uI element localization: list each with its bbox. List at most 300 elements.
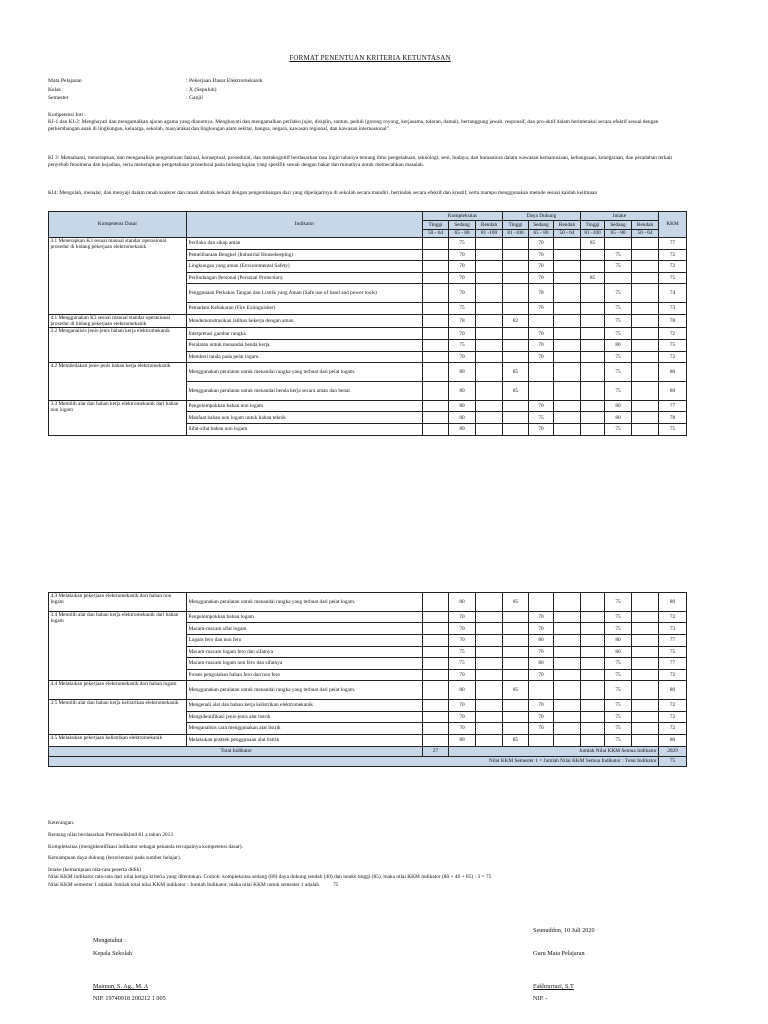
header-kompetensi-dasar: Kompetensi Dasar: [49, 212, 187, 238]
score-cell: 75: [605, 303, 632, 315]
table-row: [49, 400, 687, 412]
score-cell: [632, 723, 659, 735]
table-row: [49, 363, 687, 382]
score-cell: [554, 272, 581, 284]
indikator-cell: Memberi tanda pada pelat logam.: [187, 351, 423, 363]
score-cell: 70: [449, 711, 476, 723]
kd-cell: 3.4 Memilih alat dan bahan kerja elektromekanik dari bahan logam: [49, 611, 187, 681]
score-cell: 80: [449, 681, 476, 700]
kkm-value-cell: 74: [659, 284, 687, 303]
score-cell: [423, 623, 449, 635]
kkm-value-cell: 72: [659, 723, 687, 735]
score-cell: [554, 623, 581, 635]
kkm-value-cell: 72: [659, 611, 687, 623]
score-cell: [503, 412, 529, 424]
kkm-value-cell: 75: [659, 423, 687, 435]
score-cell: 80: [449, 593, 476, 612]
score-cell: [476, 723, 503, 735]
total-indicator-count: 27: [423, 746, 449, 756]
score-cell: 70: [529, 623, 554, 635]
score-cell: [632, 593, 659, 612]
score-cell: [423, 412, 449, 424]
score-cell: [581, 711, 605, 723]
score-cell: [554, 340, 581, 352]
score-cell: 70: [529, 249, 554, 261]
score-cell: 80: [449, 363, 476, 382]
score-cell: 70: [529, 238, 554, 250]
kkm-value-cell: 72: [659, 700, 687, 712]
header-range: 65 - 80: [449, 230, 476, 238]
signature-right-title: Guru Mata Pelajaran: [533, 950, 585, 957]
score-cell: [632, 261, 659, 273]
score-cell: [476, 646, 503, 658]
kkm-value-cell: 72: [659, 711, 687, 723]
score-cell: [554, 238, 581, 250]
header-range: 81 -100: [503, 230, 529, 238]
score-cell: 70: [449, 249, 476, 261]
score-cell: [423, 423, 449, 435]
score-cell: 75: [605, 382, 632, 401]
score-cell: 80: [529, 634, 554, 646]
score-cell: [476, 634, 503, 646]
score-cell: [503, 611, 529, 623]
signature-right-name: Fakhrurrazi, S.T: [533, 983, 574, 990]
score-cell: [423, 340, 449, 352]
score-cell: 75: [605, 700, 632, 712]
score-cell: [554, 351, 581, 363]
indikator-cell: Menggunakan peralatan untuk menandai benda kerja secara aman dan benar.: [187, 382, 423, 401]
score-cell: [423, 711, 449, 723]
header-range: 81 -100: [476, 230, 503, 238]
score-cell: [503, 272, 529, 284]
header-kkm: KKM: [659, 212, 687, 238]
indikator-cell: Mendemonstrasikan latihan bekerja dengan aman.: [187, 314, 423, 328]
score-cell: [529, 314, 554, 328]
score-cell: [554, 363, 581, 382]
score-cell: 78: [529, 284, 554, 303]
kkm-value-cell: 72: [659, 261, 687, 273]
score-cell: [581, 723, 605, 735]
score-cell: [581, 700, 605, 712]
score-cell: [581, 646, 605, 658]
score-cell: [632, 658, 659, 670]
notes-heading: Keterangan:: [48, 820, 75, 826]
score-cell: [503, 238, 529, 250]
note-2: Kompleksitas (mengidentifikasi indikator sebagai penanda tercapainya kompetensi dasar).: [48, 843, 243, 850]
score-cell: 80: [605, 412, 632, 424]
indikator-cell: Menggunakan peralatan untuk menandai rangka yang terbuat dari pelat logam.: [187, 593, 423, 612]
score-cell: [476, 314, 503, 328]
score-cell: [476, 700, 503, 712]
score-cell: [476, 711, 503, 723]
header-tinggi: Tinggi: [581, 221, 605, 230]
score-cell: 75: [605, 723, 632, 735]
score-cell: 70: [449, 272, 476, 284]
kkm-table-part-1: [48, 211, 687, 436]
score-cell: 75: [605, 363, 632, 382]
score-cell: [423, 249, 449, 261]
kkm-value-cell: 73: [659, 303, 687, 315]
signature-right-nip: NIP. -: [533, 995, 548, 1002]
meta-label: Mata Pelajaran: [48, 78, 82, 84]
score-cell: [503, 284, 529, 303]
table-row: [49, 328, 687, 340]
note-6: [48, 882, 688, 889]
score-cell: 75: [605, 328, 632, 340]
score-cell: 70: [449, 634, 476, 646]
subject-info: [48, 78, 708, 104]
total-row: [49, 746, 687, 756]
header-daya-dukung: Daya Dukung: [503, 212, 581, 221]
meta-subject: [48, 78, 708, 87]
score-cell: [423, 611, 449, 623]
score-cell: 78: [449, 314, 476, 328]
header-range: 65 - 80: [529, 230, 554, 238]
score-cell: 75: [605, 314, 632, 328]
meta-value: : X (Sepuluh): [186, 86, 217, 93]
score-cell: [476, 261, 503, 273]
score-cell: [423, 261, 449, 273]
score-cell: [476, 593, 503, 612]
kkm-value-cell: 80: [659, 734, 687, 746]
indikator-cell: Pemeliharaan Bengkel (Industrial Housekeeping): [187, 249, 423, 261]
indikator-cell: Perilaku dan sikap aman: [187, 238, 423, 250]
score-cell: [554, 658, 581, 670]
score-cell: 70: [529, 723, 554, 735]
note-6-value: 75: [333, 881, 339, 888]
score-cell: [554, 646, 581, 658]
kd-cell: 4.3 Melakukan pekerjaan elektromekanik dari bahan non logam: [49, 593, 187, 612]
document-title: FORMAT PENENTUAN KRITERIA KETUNTASAN: [289, 54, 451, 62]
kkm-value-cell: 77: [659, 238, 687, 250]
kkm-value-cell: 80: [659, 382, 687, 401]
score-cell: 70: [449, 700, 476, 712]
kd-cell: 4.2 Membedakan jenis-jenis bahan kerja elektromekanik: [49, 363, 187, 401]
note-5: Nilai KKM indikator rata-rata dari nilai ketiga kriteria yang ditentukan. Contoh: kompleksitas sedang (80) daya dukung rendah (40) dan intake tinggi (85), maka nilai KKM indikator (80 + 40 + 85) : 3 = 75: [48, 873, 492, 880]
score-cell: 70: [449, 623, 476, 635]
kkm-value-cell: 80: [659, 363, 687, 382]
score-cell: 80: [529, 658, 554, 670]
score-cell: 85: [503, 382, 529, 401]
score-cell: [423, 658, 449, 670]
indikator-cell: Pemadam Kebakaran (Fire Extinguisher): [187, 303, 423, 315]
score-cell: 70: [449, 723, 476, 735]
score-cell: [632, 351, 659, 363]
score-cell: [554, 261, 581, 273]
score-cell: 75: [605, 669, 632, 681]
header-range: 50 - 64: [632, 230, 659, 238]
indikator-cell: Macam-macam sifat logam: [187, 623, 423, 635]
score-cell: [632, 284, 659, 303]
indikator-cell: Menggunakan peralatan untuk menandai rangka yang terbuat dari pelat logam.: [187, 681, 423, 700]
score-cell: [554, 593, 581, 612]
kd-cell: 4.4 Melakukan pekerjaan elektromekanik dari bahan logam: [49, 681, 187, 700]
score-cell: [554, 734, 581, 746]
header-range: 65 - 80: [605, 230, 632, 238]
table-row: [49, 681, 687, 700]
score-cell: [581, 423, 605, 435]
score-cell: 70: [449, 611, 476, 623]
kd-cell: 3.1 Menerapkan K3 sesuai manual standar operasional prosedur di bidang pekerjaan elektromekanik: [49, 238, 187, 315]
note-4: Intake (kemampuan rata-rata peserta didik): [48, 867, 142, 873]
score-cell: [503, 669, 529, 681]
score-cell: 70: [529, 351, 554, 363]
score-cell: 70: [529, 303, 554, 315]
score-cell: [423, 314, 449, 328]
score-cell: 85: [581, 238, 605, 250]
score-cell: [605, 238, 632, 250]
score-cell: [423, 400, 449, 412]
score-cell: 80: [605, 646, 632, 658]
score-cell: [529, 681, 554, 700]
score-cell: [503, 340, 529, 352]
semester-row: [49, 756, 687, 766]
kd-cell: 4.1 Menggunakan K3 sesuai manual standar operasional prosedur di bidang pekerjaan elektromekanik: [49, 314, 187, 328]
score-cell: 70: [529, 423, 554, 435]
score-cell: 85: [503, 681, 529, 700]
indikator-cell: Perlindungan Personal (Personal Protection): [187, 272, 423, 284]
indikator-cell: Mengenali alat dan bahan kerja kelistrikan elektromekanik: [187, 700, 423, 712]
score-cell: [581, 400, 605, 412]
score-cell: [632, 423, 659, 435]
score-cell: 70: [449, 328, 476, 340]
header-rendah: Rendah: [476, 221, 503, 230]
kd-cell: 3.2 Menganalisis jenis-jenis bahan kerja elektromekanik: [49, 328, 187, 363]
score-cell: [632, 681, 659, 700]
score-cell: [423, 723, 449, 735]
score-cell: [554, 723, 581, 735]
score-cell: [503, 261, 529, 273]
score-cell: [503, 623, 529, 635]
score-cell: [632, 249, 659, 261]
kkm-value-cell: 77: [659, 658, 687, 670]
score-cell: [423, 593, 449, 612]
score-cell: [503, 303, 529, 315]
score-cell: 70: [529, 700, 554, 712]
indikator-cell: Menggunakan peralatan untuk menandai rangka yang terbuat dari pelat logam.: [187, 363, 423, 382]
score-cell: [581, 734, 605, 746]
table-row: [49, 611, 687, 623]
kkm-value-cell: 80: [659, 593, 687, 612]
header-range: 50 - 64: [554, 230, 581, 238]
score-cell: 85: [503, 734, 529, 746]
score-cell: [554, 314, 581, 328]
score-cell: [476, 734, 503, 746]
table-summary: [49, 746, 687, 766]
score-cell: [632, 412, 659, 424]
score-cell: [503, 249, 529, 261]
semester-kkm-label: Nilai KKM Semester 1 = Jumlah Nilai KKM Semua Indikator : Total Indikator: [49, 756, 659, 766]
kd-cell: 3.5 Memilih alat dan bahan kerja kelistrikan elektromekanik: [49, 700, 187, 735]
score-cell: 75: [605, 284, 632, 303]
score-cell: [605, 272, 632, 284]
score-cell: [632, 623, 659, 635]
score-cell: [503, 400, 529, 412]
kkm-value-cell: 75: [659, 646, 687, 658]
score-cell: 75: [449, 646, 476, 658]
score-cell: 75: [605, 681, 632, 700]
indikator-cell: Penggunaan Perkakas Tangan dan Listrik yang Aman (Safe use of hand and power tools): [187, 284, 423, 303]
score-cell: [423, 351, 449, 363]
score-cell: [529, 593, 554, 612]
score-cell: [581, 412, 605, 424]
score-cell: [476, 249, 503, 261]
score-cell: [476, 303, 503, 315]
score-cell: [632, 646, 659, 658]
score-cell: 85: [581, 272, 605, 284]
score-cell: 70: [529, 261, 554, 273]
score-cell: [503, 711, 529, 723]
score-cell: [476, 238, 503, 250]
ki-1-2-text: KI-1 dan KI-2: Menghayati dan mengamalkan ajaran agama yang dianutnya. Menghayati dan mengamalkan perilaku jujur, disiplin, santun, peduli (gotong royong, kerjasama, toleran, damai), bertanggung jawab, responsif, dan pro-aktif dalam berinteraksi secara efektif sesuai dengan perkembangan anak di lingkungan, keluarga, sekolah, masyarakat dan lingkungan alam sekitar, bangsa, negara, kawasan regional, dan kawasan internasional".: [48, 118, 659, 132]
score-cell: [632, 669, 659, 681]
score-cell: 85: [503, 593, 529, 612]
score-cell: [554, 412, 581, 424]
score-cell: [632, 272, 659, 284]
score-cell: 70: [529, 272, 554, 284]
score-cell: [529, 734, 554, 746]
note-1: Rentang nilai berdasarkan Permendikbud 81 a tahun 2013: [48, 831, 174, 838]
score-cell: 70: [529, 711, 554, 723]
score-cell: [503, 351, 529, 363]
kkm-value-cell: 78: [659, 412, 687, 424]
signature-left-nip: NIP. 19740918 200212 1 005: [93, 995, 166, 1002]
notes-section: [48, 820, 688, 893]
indikator-cell: Melakukan praktek penggunaan alat listrik: [187, 734, 423, 746]
score-cell: [581, 634, 605, 646]
score-cell: [581, 593, 605, 612]
score-cell: [476, 681, 503, 700]
score-cell: 80: [605, 340, 632, 352]
score-cell: [554, 681, 581, 700]
header-tinggi: Tinggi: [423, 221, 449, 230]
header-range: 50 - 64: [423, 230, 449, 238]
score-cell: 75: [605, 261, 632, 273]
score-cell: [476, 400, 503, 412]
score-cell: [423, 363, 449, 382]
score-cell: [503, 646, 529, 658]
score-cell: 70: [529, 328, 554, 340]
score-cell: [581, 611, 605, 623]
score-cell: [423, 328, 449, 340]
table-body-part-2: [49, 593, 687, 747]
table-row: [49, 700, 687, 712]
score-cell: 70: [529, 340, 554, 352]
score-cell: 70: [529, 646, 554, 658]
score-cell: [554, 303, 581, 315]
score-cell: [423, 646, 449, 658]
indikator-cell: Lingkungan yang aman (Environmental Safety): [187, 261, 423, 273]
score-cell: 75: [605, 658, 632, 670]
table-row: [49, 314, 687, 328]
kkm-value-cell: 77: [659, 400, 687, 412]
score-cell: 82: [503, 314, 529, 328]
score-cell: [632, 238, 659, 250]
score-cell: [581, 340, 605, 352]
score-cell: [554, 611, 581, 623]
signature-left-name: Maimun, S. Ag., M. A: [93, 983, 149, 990]
score-cell: [581, 669, 605, 681]
score-cell: [476, 382, 503, 401]
indikator-cell: Macam-macam logam non fero dan sifatnya: [187, 658, 423, 670]
score-cell: [581, 249, 605, 261]
score-cell: [503, 423, 529, 435]
indikator-cell: Manfaat bahan non logam untuk bahan teknik: [187, 412, 423, 424]
score-cell: [632, 363, 659, 382]
score-cell: 85: [503, 363, 529, 382]
score-cell: 80: [449, 423, 476, 435]
score-cell: [581, 328, 605, 340]
score-cell: [476, 272, 503, 284]
score-cell: 75: [605, 734, 632, 746]
semester-kkm-value: 75: [659, 756, 687, 766]
signature-left-title-1: Mengetahui :: [93, 937, 126, 944]
score-cell: [581, 681, 605, 700]
score-cell: 75: [449, 303, 476, 315]
score-cell: [581, 363, 605, 382]
score-cell: 70: [449, 261, 476, 273]
score-cell: [476, 351, 503, 363]
score-cell: 75: [449, 658, 476, 670]
table-row: [49, 593, 687, 612]
score-cell: [581, 314, 605, 328]
score-cell: [554, 700, 581, 712]
score-cell: [503, 723, 529, 735]
kkm-value-cell: 72: [659, 669, 687, 681]
score-cell: [423, 303, 449, 315]
score-cell: [554, 249, 581, 261]
score-cell: [476, 340, 503, 352]
kkm-table-part-2: [48, 592, 687, 767]
kd-cell: 3.3 Memilih alat dan bahan kerja elektromekanik dari bahan non logam: [49, 400, 187, 435]
score-cell: [632, 382, 659, 401]
score-cell: [554, 669, 581, 681]
score-cell: [423, 382, 449, 401]
score-cell: [476, 669, 503, 681]
score-cell: 80: [449, 400, 476, 412]
score-cell: [581, 303, 605, 315]
kkm-value-cell: 77: [659, 634, 687, 646]
indikator-cell: Sifat-sifat bahan non logam: [187, 423, 423, 435]
total-label-text: Total Indikator: [220, 747, 253, 754]
score-cell: [476, 658, 503, 670]
indikator-cell: Mengidentifikasi jenis-jenis alat listrik: [187, 711, 423, 723]
kkm-value-cell: 78: [659, 314, 687, 328]
score-cell: 75: [605, 351, 632, 363]
score-cell: 75: [529, 412, 554, 424]
header-intake: Intake: [581, 212, 659, 221]
indikator-cell: Proses pengolahan bahan fero dan non fero: [187, 669, 423, 681]
meta-label: Semester: [48, 95, 69, 102]
indikator-cell: Menganalisis cara menggunakan alat listrik: [187, 723, 423, 735]
score-cell: 70: [449, 669, 476, 681]
ki-heading: Kompetensi Inti :: [48, 112, 86, 118]
ki-4-text: KI4: Mengolah, menalar, dan menyaji dalam ranah konkret dan ranah abstrak terkait dengan pengembangan dari yang dipelajarinya di sekolah secara mandiri, bertindak secara efektif dan kreatif, serta mampu menggunakan metode sesuai kaidah keilmuan: [48, 190, 598, 196]
score-cell: [632, 303, 659, 315]
kkm-value-cell: 73: [659, 623, 687, 635]
score-cell: 70: [529, 400, 554, 412]
kkm-value-cell: 72: [659, 249, 687, 261]
kkm-value-cell: 72: [659, 328, 687, 340]
header-sedang: Sedang: [605, 221, 632, 230]
score-cell: [423, 634, 449, 646]
score-cell: [632, 711, 659, 723]
kkm-value-cell: 75: [659, 272, 687, 284]
header-range: 81 -100: [581, 230, 605, 238]
table-row: [49, 238, 687, 250]
score-cell: 75: [605, 711, 632, 723]
kkm-value-cell: 80: [659, 681, 687, 700]
